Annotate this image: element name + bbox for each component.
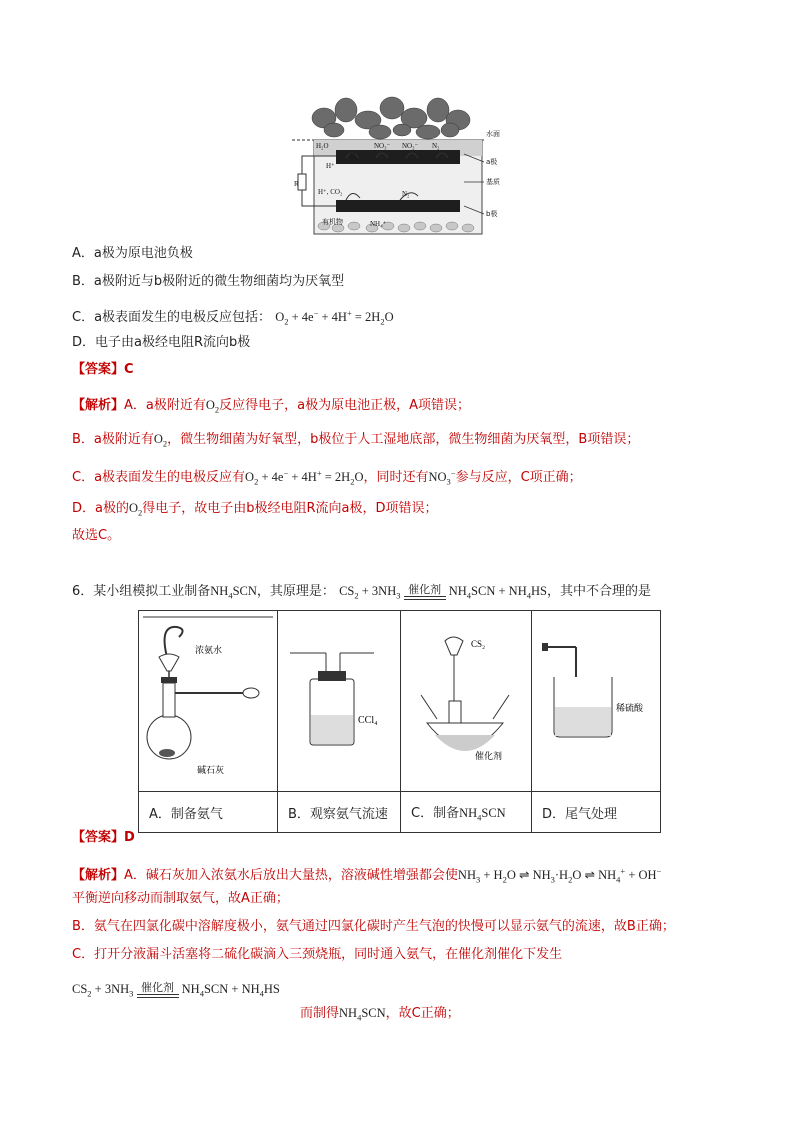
label-hplus: H⁺ <box>326 162 335 170</box>
q6-analysis-c: C．打开分液漏斗活塞将二硫化碳滴入三颈烧瓶，同时通入氨气，在催化剂催化下发生 <box>72 947 563 962</box>
formula-no3: $NO_3^-$ <box>428 468 456 487</box>
cell-c-text: C．制备 <box>411 805 460 821</box>
label-cs2: CS₂ <box>471 639 486 649</box>
q5-analysis-a-text1: A．a极附近有 <box>124 398 206 413</box>
label-organic: 有机物 <box>322 218 343 226</box>
q5-answer-tag: 【答案】 <box>72 362 125 377</box>
q6-analysis-b: B．氨气在四氯化碳中溶解度极小，氨气通过四氯化碳时产生气泡的快慢可以显示氨气的流速，故B正确； <box>72 919 675 934</box>
label-no2: NO₂⁻ <box>402 142 419 150</box>
apparatus-c <box>401 611 532 792</box>
apparatus-c-drawing <box>401 611 531 787</box>
label-water-surface: 水面 <box>486 130 500 138</box>
q6-answer-tag: 【答案】 <box>72 830 125 845</box>
q5-analysis-d <box>72 499 438 522</box>
q6-analysis-c-equation <box>72 980 280 1003</box>
q6-analysis-a-cont: 平衡逆向移动而制取氨气，故A正确； <box>72 891 289 906</box>
label-resistor: R <box>294 180 299 188</box>
electrode-b <box>336 200 460 212</box>
formula-o2: $O_2$ <box>205 398 220 415</box>
q6-answer <box>72 829 135 847</box>
q6-analysis-c-tail <box>300 1004 460 1027</box>
q5-analysis-tag: 【解析】 <box>72 398 125 413</box>
cell-d-caption: D．尾气处理 <box>532 792 661 833</box>
q5-analysis-b-text2: ，微生物细菌为好氧型，b极位于人工湿地底部，微生物细菌为厌氧型，B项错误； <box>167 432 640 447</box>
q6-analysis-a <box>72 862 661 889</box>
q6-stem-text3: ，其中不合理的是 <box>546 584 651 599</box>
wetland-cell-figure <box>288 96 510 238</box>
equation-synthesis: $CS_2 + 3NH_3$ 催化剂 $NH_4SCN + NH_4HS$ <box>72 982 280 999</box>
equation-synthesis: $CS_2 + 3NH_3$ 催化剂 $NH_4SCN + NH_4HS$ <box>339 584 547 601</box>
q5-answer-value: C <box>124 362 134 377</box>
cell-c-caption <box>401 792 532 833</box>
q5-analysis-b <box>72 430 639 453</box>
label-dilute-acid: 稀硫酸 <box>616 704 644 714</box>
q5-option-d: D．电子由a极经电阻R流向b极 <box>72 335 251 350</box>
label-conc-ammonia: 浓氨水 <box>195 646 223 656</box>
q5-analysis-c-text1: C．a极表面发生的电极反应有 <box>72 470 246 486</box>
plant-foliage <box>312 97 470 139</box>
apparatus-b-drawing <box>278 611 400 787</box>
equation-o2-reduction: $O_2 + 4e^- + 4H^+ = 2H_2O$ <box>245 468 364 487</box>
q6-analysis-a-text1: A．碱石灰加入浓氨水后放出大量热，溶液碱性增强都会使 <box>124 868 458 884</box>
cell-a-caption: A．制备氨气 <box>139 792 278 833</box>
catalyst-label: 催化剂 <box>408 584 442 597</box>
catalyst-arrow <box>404 584 446 600</box>
catalyst-label: 催化剂 <box>141 982 175 995</box>
label-electrode-b: b极 <box>486 210 498 218</box>
catalyst-arrow <box>137 982 179 998</box>
equation-ammonia-equilibrium: $NH_3 + H_2O$ ⇌ $NH_3\cdot H_2O$ ⇌ $NH_4^+ + OH^-$ <box>457 866 662 885</box>
q5-option-a: A．a极为原电池负极 <box>72 246 193 261</box>
label-electrode-a: a极 <box>486 158 498 166</box>
apparatus-d-drawing <box>532 611 660 787</box>
label-h2o: H₂O <box>316 142 329 150</box>
apparatus-a-drawing <box>139 611 277 787</box>
label-h-co2: H⁺, CO₂ <box>318 188 343 196</box>
label-no3: NO₃⁻ <box>374 142 391 150</box>
apparatus-d <box>532 611 661 792</box>
apparatus-table <box>138 610 661 833</box>
q6-analysis-c-text3: ，故C正确； <box>385 1006 460 1021</box>
q5-analysis-b-text1: B．a极附近有 <box>72 432 154 447</box>
formula-o2: $O_2$ <box>128 501 143 518</box>
q5-analysis-a-text2: 反应得电子，a极为原电池正极，A项错误； <box>219 398 471 413</box>
q5-option-b: B．a极附近与b极附近的微生物细菌均为厌氧型 <box>72 274 345 289</box>
q5-option-c-text: C．a极表面发生的电极反应包括： <box>72 310 272 326</box>
label-substrate: 基质 <box>486 178 500 186</box>
q5-analysis-d-text1: D．a极的 <box>72 501 129 516</box>
q5-analysis-c-text3: 参与反应，C项正确； <box>455 470 582 486</box>
q6-analysis-c-text2: 而制得 <box>300 1006 340 1021</box>
q5-option-c <box>72 304 394 331</box>
formula-nh4scn: $NH_4SCN$ <box>210 584 257 601</box>
q6-answer-value: D <box>124 830 135 845</box>
label-n2-bottom: N₂ <box>402 190 410 198</box>
label-soda-lime: 碱石灰 <box>197 766 225 776</box>
formula-nh4scn: $NH_4SCN$ <box>339 1006 386 1023</box>
label-o2: O₂ <box>350 152 358 160</box>
equation-o2-reduction: $O_2 + 4e^- + 4H^+ = 2H_2O$ <box>275 308 394 327</box>
q5-analysis-a <box>72 396 470 419</box>
label-catalyst: 催化剂 <box>475 752 503 762</box>
q6-stem <box>72 582 651 605</box>
label-ccl4: CCl₄ <box>358 715 378 726</box>
formula-o2: $O_2$ <box>153 432 168 449</box>
q5-analysis-c-text2: ，同时还有 <box>363 470 429 486</box>
q6-stem-text2: ，其原理是： <box>256 584 335 599</box>
q5-conclusion: 故选C。 <box>72 528 121 543</box>
q5-analysis-d-text2: 得电子，故电子由b极经电阻R流向a极，D项错误； <box>142 501 438 516</box>
q6-stem-text1: 6．某小组模拟工业制备 <box>72 584 211 599</box>
label-nh4: NH₄⁺ <box>370 220 387 228</box>
formula-nh4scn: $NH_4SCN$ <box>459 805 506 823</box>
apparatus-b <box>278 611 401 792</box>
label-n2-top: N₂ <box>432 142 440 150</box>
q5-analysis-c <box>72 464 582 491</box>
q6-analysis-tag: 【解析】 <box>72 868 125 884</box>
apparatus-a <box>139 611 278 792</box>
resistor-r <box>298 174 306 190</box>
cell-b-caption: B．观察氨气流速 <box>278 792 401 833</box>
q5-answer <box>72 361 134 379</box>
